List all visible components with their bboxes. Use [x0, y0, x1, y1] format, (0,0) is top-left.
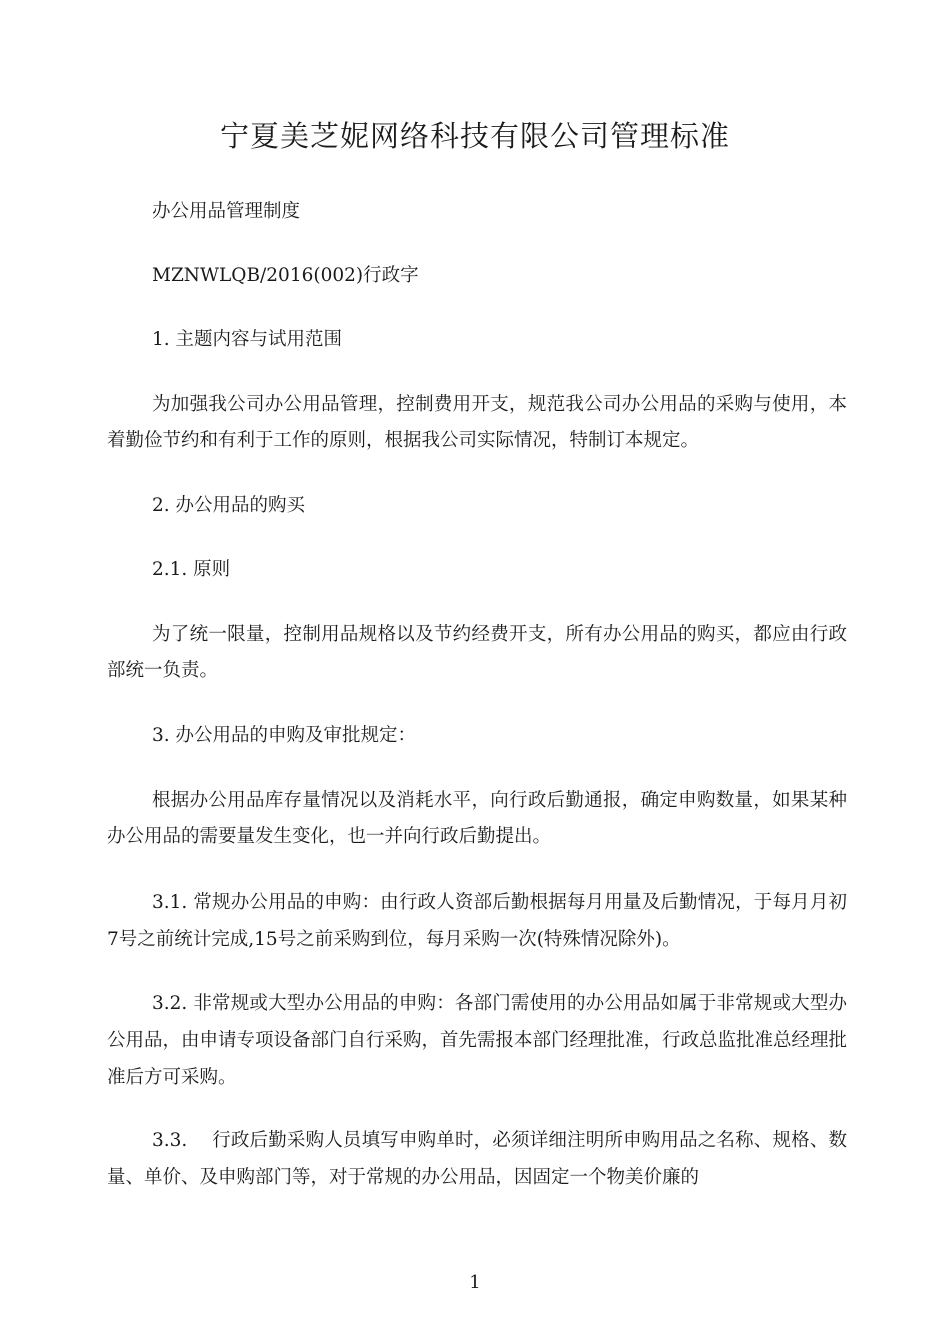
section-3-3-body: 3.3. 行政后勤采购人员填写申购单时，必须详细注明所申购用品之名称、规格、数量、单价、及申购部门等，对于常规的办公用品，因固定一个物美价廉的 [107, 1130, 847, 1188]
section-3-heading: 3. 办公用品的申购及审批规定： [152, 725, 417, 746]
section-1-body: 为加强我公司办公用品管理，控制费用开支，规范我公司办公用品的采购与使用，本着勤俭节约和有利于工作的原则，根据我公司实际情况，特制订本规定。 [107, 394, 847, 451]
page-number: 1 [469, 1272, 481, 1293]
section-3-2-body: 3.2. 非常规或大型办公用品的申购：各部门需使用的办公用品如属于非常规或大型办公用品，由申请专项设备部门自行采购，首先需报本部门经理批准，行政总监批准总经理批准后方可采购。 [107, 993, 848, 1088]
section-2-heading: 2. 办公用品的购买 [152, 495, 306, 516]
section-3-1-body: 3.1. 常规办公用品的申购：由行政人资部后勤根据每月用量及后勤情况，于每月月初7号之前统计完成,15号之前采购到位，每月采购一次(特殊情况除外)。 [107, 892, 847, 950]
section-2-1-heading: 2.1. 原则 [152, 559, 231, 580]
section-1-heading: 1. 主题内容与试用范围 [152, 329, 343, 350]
section-2-1-body: 为了统一限量，控制用品规格以及节约经费开支，所有办公用品的购买，都应由行政部统一负责。 [107, 624, 847, 681]
document-title: 宁夏美芝妮网络科技有限公司管理标准 [219, 119, 730, 153]
section-3-body: 根据办公用品库存量情况以及消耗水平，向行政后勤通报，确定申购数量，如果某种办公用品的需要量发生变化，也一并向行政后勤提出。 [107, 790, 847, 847]
document-subtitle: 办公用品管理制度 [152, 201, 301, 222]
document-code: MZNWLQB/2016(002)行政字 [152, 265, 419, 286]
